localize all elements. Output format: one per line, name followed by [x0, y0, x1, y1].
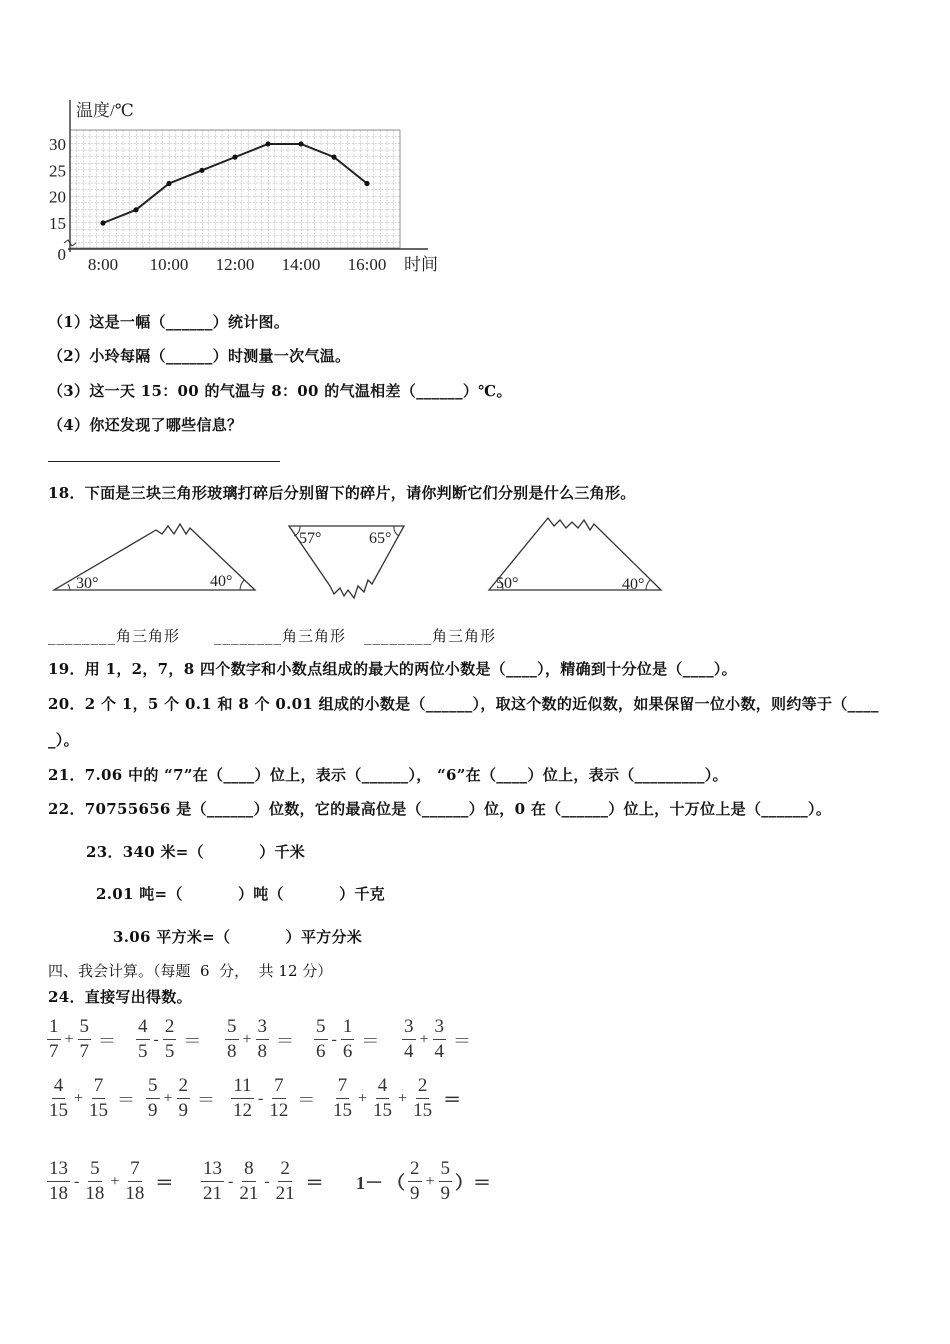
x-tick-label: 8:00: [87, 255, 119, 274]
operator: +: [358, 1089, 368, 1107]
operator: +: [419, 1030, 429, 1048]
fraction-expression: [46, 1075, 145, 1122]
angle-label-3a: 50°: [496, 575, 519, 592]
angle-label-1a: 30°: [76, 575, 99, 592]
operator: ＝: [98, 1030, 117, 1051]
data-point: [133, 207, 138, 212]
fraction: $\frac{3}{8}$: [257, 1016, 268, 1062]
y-axis-label: 温度/℃: [76, 101, 134, 120]
fraction-expression: [230, 1075, 325, 1122]
angle-label-1b: 40°: [210, 573, 233, 590]
operator: -: [74, 1172, 80, 1190]
operator: +: [425, 1172, 435, 1190]
q22-text: 22．70755656 是（______）位数，它的最高位是（______）位，0 在（______）位上，十万位上是（______）。: [48, 800, 832, 818]
operator: ）＝: [455, 1172, 492, 1193]
fraction-expression: [46, 1016, 126, 1063]
fraction-expression: [313, 1016, 389, 1063]
operator: -: [228, 1172, 234, 1190]
fraction: $\frac{5}{7}$: [79, 1016, 90, 1062]
operator: +: [74, 1089, 84, 1107]
operator: ＝: [155, 1172, 174, 1193]
fraction-expression: [135, 1016, 211, 1063]
y-tick-label: 20: [49, 187, 66, 207]
fraction: 2 9: [410, 1158, 420, 1204]
fraction: 8 21: [239, 1158, 259, 1204]
q17-item-3: （3）这一天 15：00 的气温与 8：00 的气温相差（______）℃。: [48, 382, 512, 400]
y-tick-label: 25: [49, 161, 66, 181]
x-tick-label: 12:00: [215, 255, 255, 274]
q18-answer-1[interactable]: ________角三角形: [48, 627, 181, 645]
angle-label-3b: 40°: [622, 576, 645, 593]
operator: +: [398, 1089, 408, 1107]
operator: ＝: [305, 1172, 324, 1193]
fraction-expression: [354, 1158, 493, 1205]
data-point: [298, 141, 303, 146]
y-tick-label: 0: [57, 245, 66, 264]
q17-answer-line[interactable]: [48, 461, 280, 462]
fraction-expression: [145, 1075, 225, 1122]
angle-arc-2b: [394, 526, 399, 536]
fraction: 13 21: [203, 1158, 222, 1204]
fraction: 5 8: [227, 1016, 237, 1062]
fraction: $\frac{2}{15}$: [413, 1075, 433, 1121]
data-point: [199, 168, 204, 173]
x-tick-label: 16:00: [347, 255, 387, 274]
operator: +: [242, 1030, 252, 1048]
fraction: $\frac{4}{15}$: [373, 1075, 393, 1121]
fraction: 5 6: [316, 1016, 326, 1062]
operator: ＝: [183, 1030, 202, 1051]
fraction: 11 12: [233, 1075, 252, 1121]
triangle-fragments: [0, 510, 950, 610]
fraction: 5 18: [85, 1158, 105, 1204]
data-point: [166, 181, 171, 186]
q23-line-3: 3.06 平方米=（ ）平方分米: [113, 928, 363, 946]
q19-text: 19．用 1，2，7，8 四个数字和小数点组成的最大的两位小数是（____），精确到十分位是（____）。: [48, 660, 737, 678]
operator: ＝: [361, 1030, 380, 1051]
fraction: 2 5: [164, 1016, 175, 1062]
fraction: $\frac{5}{9}$: [440, 1158, 451, 1204]
fraction: 5 9: [148, 1075, 158, 1121]
fraction: 3 4: [404, 1016, 414, 1062]
x-tick-label: 14:00: [281, 255, 321, 274]
operator: -: [331, 1030, 337, 1048]
angle-label-2a: 57°: [299, 530, 322, 547]
chart-grid: [70, 130, 400, 248]
operator: +: [163, 1089, 173, 1107]
data-point: [265, 141, 270, 146]
operator: （: [387, 1172, 405, 1193]
angle-label-2b: 65°: [369, 530, 392, 547]
operator: +: [64, 1030, 74, 1048]
operator: 1－: [356, 1172, 383, 1193]
fraction-expression: [401, 1016, 481, 1063]
q20-text-line2: _）。: [48, 731, 79, 749]
q24-text: 24．直接写出得数。: [48, 988, 192, 1006]
fraction: $\frac{3}{4}$: [434, 1016, 445, 1062]
q18-answer-3[interactable]: ________角三角形: [364, 627, 497, 645]
fraction: 4 15: [49, 1075, 68, 1121]
operator: ＝: [297, 1089, 316, 1110]
q18-text: 18．下面是三块三角形玻璃打碎后分别留下的碎片，请你判断它们分别是什么三角形。: [48, 484, 636, 502]
operator: -: [258, 1089, 264, 1107]
section-4-heading: 四、我会计算。（每题 6 分， 共 12 分）: [48, 962, 333, 980]
angle-arc-1b: [240, 580, 244, 590]
fraction: $\frac{7}{18}$: [125, 1158, 145, 1204]
operator: ＝: [443, 1089, 462, 1110]
fraction: $\frac{7}{15}$: [89, 1075, 109, 1121]
fraction: 7 12: [269, 1075, 289, 1121]
q17-item-1: （1）这是一幅（______）统计图。: [48, 313, 290, 331]
fraction: 13 18: [49, 1158, 68, 1204]
q17-item-2: （2）小玲每隔（______）时测量一次气温。: [48, 347, 351, 365]
fraction-expression: [200, 1158, 334, 1205]
fraction: 4 5: [138, 1016, 148, 1062]
operator: ＝: [276, 1030, 295, 1051]
fraction-expression: [330, 1075, 471, 1122]
operator: -: [264, 1172, 270, 1190]
operator: ＝: [197, 1089, 216, 1110]
angle-arc-3b: [646, 580, 650, 590]
temperature-line-chart: [0, 0, 950, 290]
y-tick-label: 30: [49, 134, 66, 154]
data-point: [232, 155, 237, 160]
x-tick-label: 10:00: [149, 255, 189, 274]
q17-item-4: （4）你还发现了哪些信息？: [48, 416, 243, 434]
fraction: 1 6: [342, 1016, 353, 1062]
fraction: 7 15: [333, 1075, 352, 1121]
fraction: $\frac{2}{9}$: [178, 1075, 189, 1121]
q23-line-1: 23．340 米=（ ）千米: [86, 843, 306, 861]
data-point: [331, 155, 336, 160]
operator: ＝: [117, 1089, 136, 1110]
data-point: [364, 181, 369, 186]
operator: +: [110, 1172, 120, 1190]
q21-text: 21．7.06 中的 “7”在（____）位上，表示（______）， “6”在（____）位上，表示（_________）。: [48, 766, 728, 784]
angle-arc-1a: [68, 584, 70, 590]
data-point: [100, 220, 105, 225]
operator: -: [153, 1030, 159, 1048]
fraction: 2 21: [275, 1158, 295, 1204]
q18-answer-2[interactable]: ________角三角形: [214, 627, 347, 645]
q23-line-2: 2.01 吨=（ ）吨（ ）千克: [96, 885, 385, 903]
operator: ＝: [453, 1030, 472, 1051]
x-axis-label: 时间: [404, 255, 438, 274]
y-tick-label: 15: [49, 214, 66, 233]
fraction: 1 7: [49, 1016, 59, 1062]
q20-text-line1: 20．2 个 1，5 个 0.1 和 8 个 0.01 组成的小数是（______），取这个数的近似数，如果保留一位小数，则约等于（____: [48, 695, 879, 713]
fraction-expression: [224, 1016, 304, 1063]
fraction-expression: [46, 1158, 183, 1205]
